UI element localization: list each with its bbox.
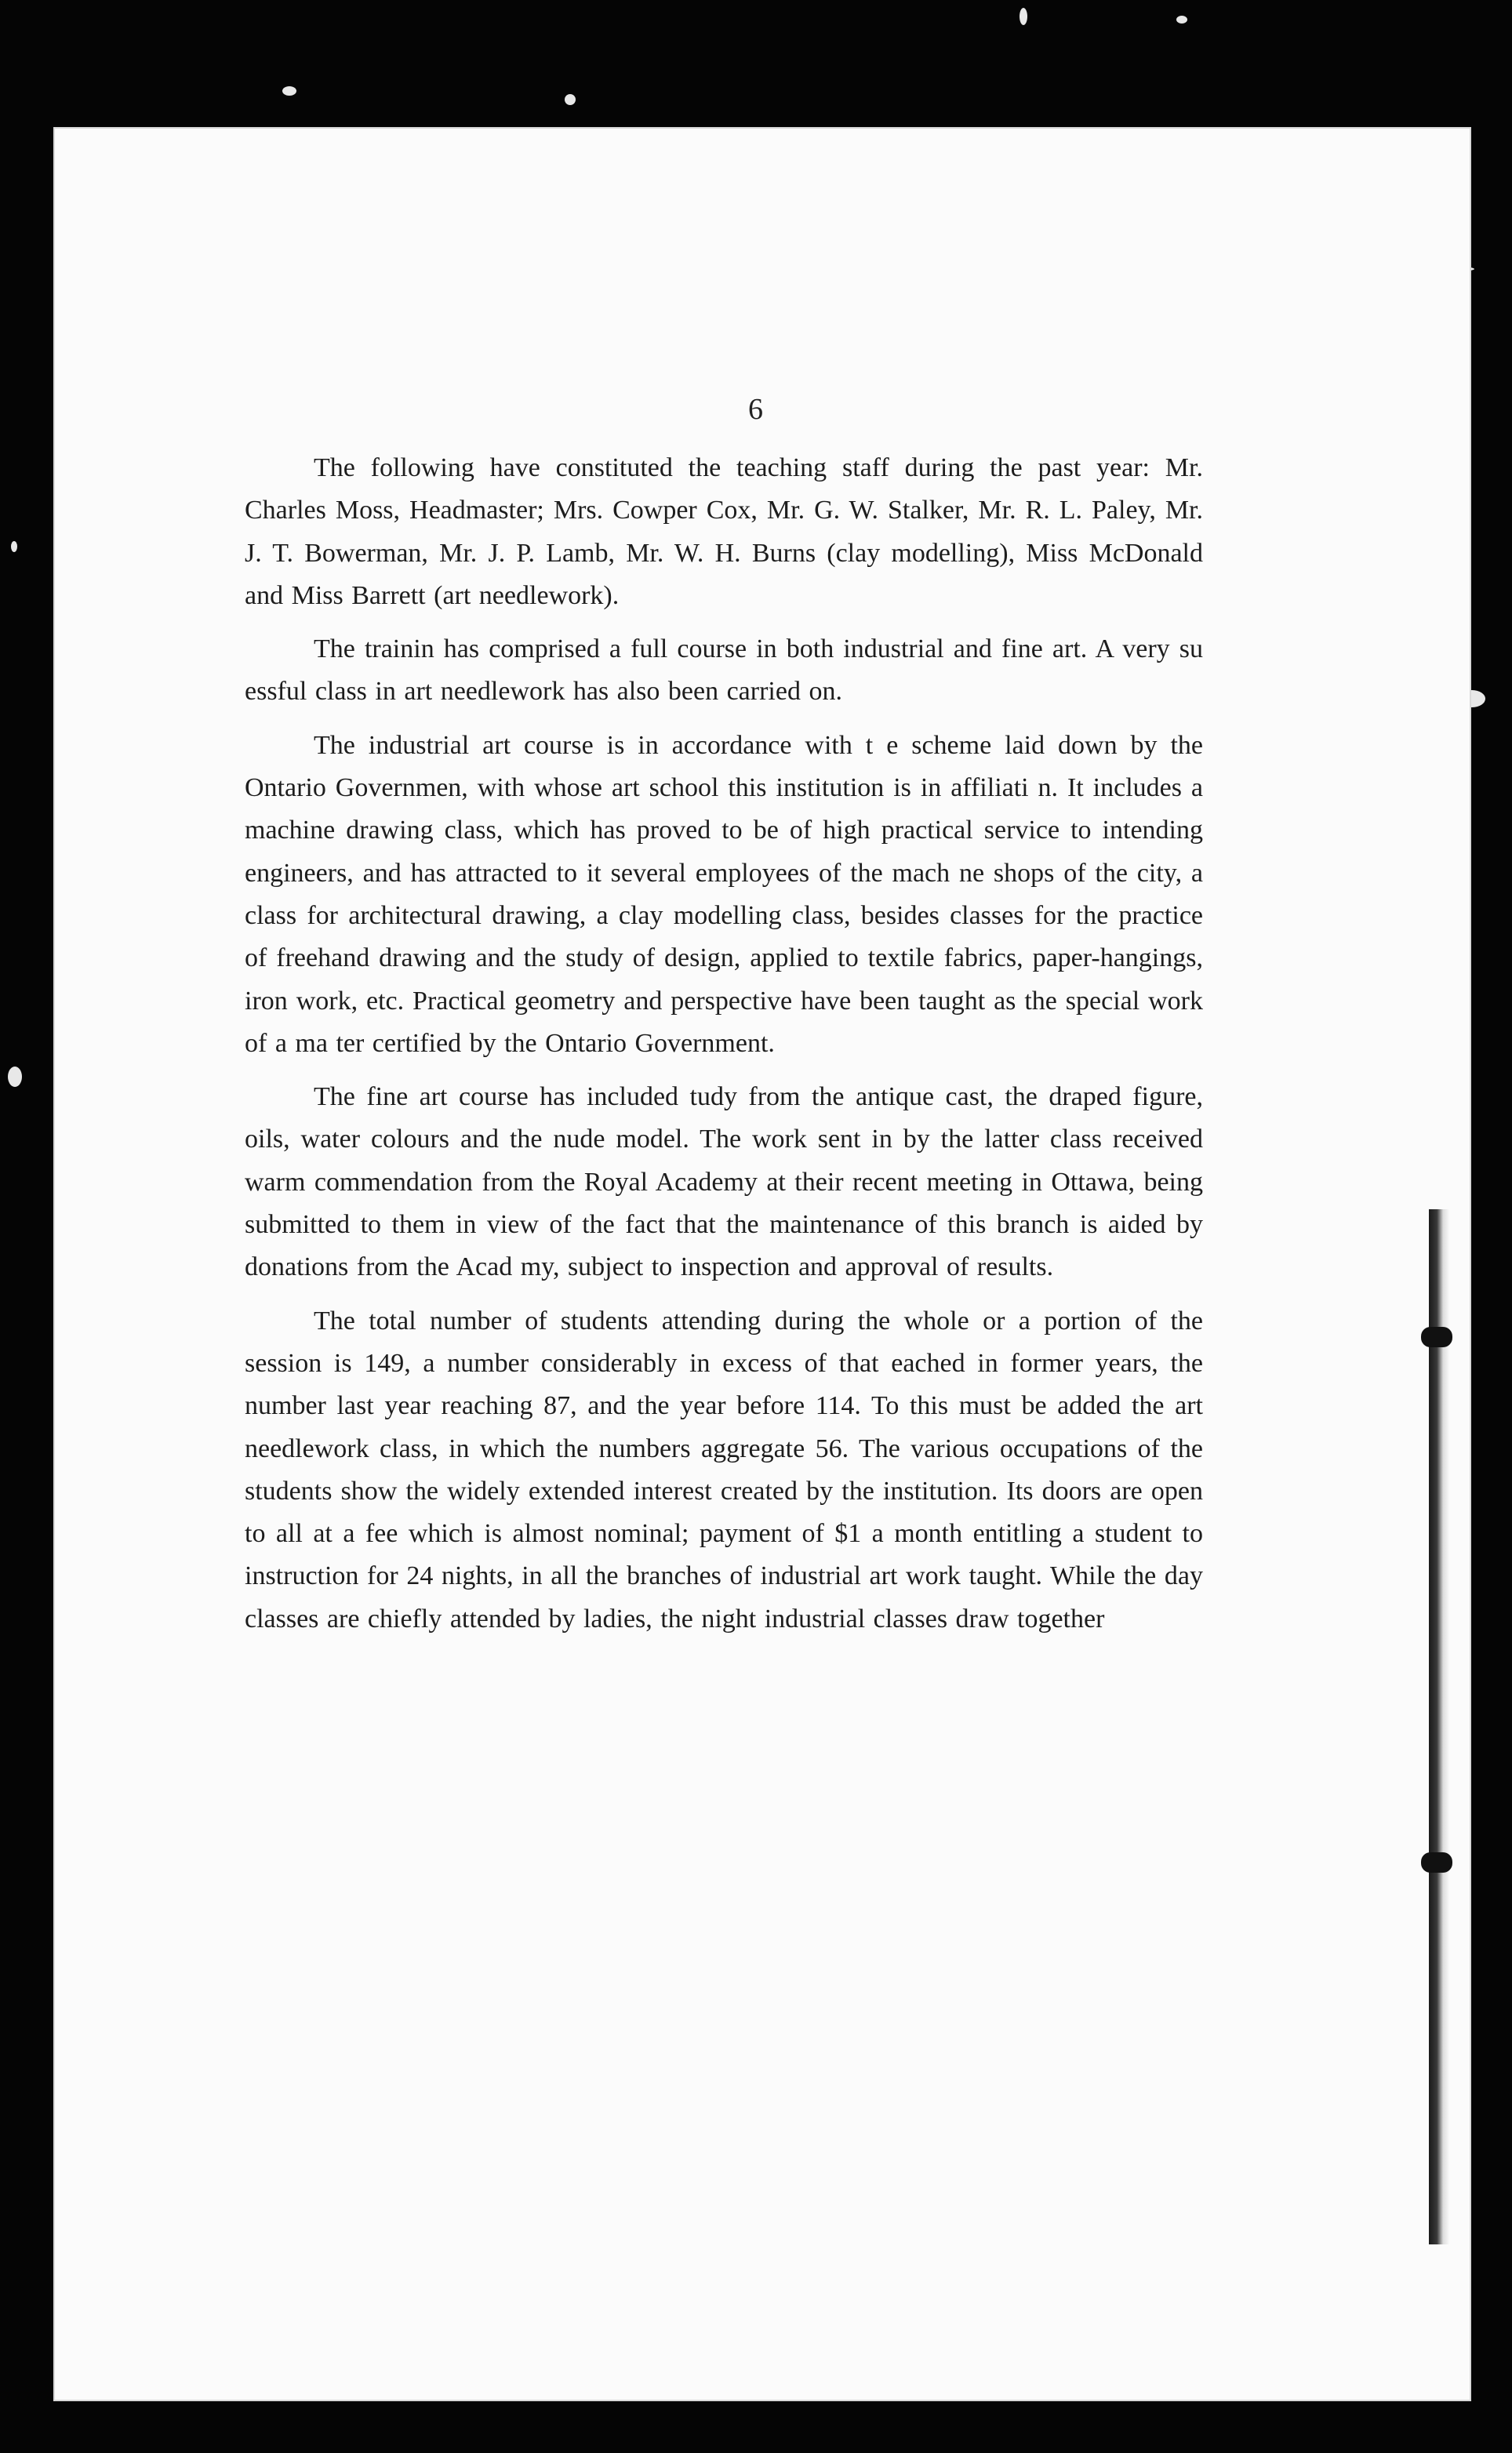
scan-speck <box>1020 8 1027 25</box>
scan-speck <box>8 1067 22 1087</box>
scan-speck <box>11 541 17 552</box>
page-binding-edge <box>1429 1209 1449 2244</box>
scan-speck <box>282 86 296 96</box>
paragraph-student-numbers: The total number of students attending during the whole or a portion of the session is 149, a number considerably in excess of that eached in former years, the number last year reaching 87, and the year before 114. To this must be added the art needlework class, in which the numbers aggregate 56. The various occupations of the students show the widely extended interest created by the institution. Its doors are open to all at a fee which is almost nominal; payment of $1 a month entitling a student to instruction for 24 nights, in all the branches of industrial art work taught. While the day classes are chiefly attended by ladies, the night industrial classes draw together <box>245 1306 1203 1634</box>
binding-stitch <box>1421 1852 1452 1873</box>
paragraph-training: The trainin has comprised a full course in both industrial and fine art. A very su essful class in art needlework has also been carried on. <box>245 634 1203 707</box>
scan-speck <box>565 94 576 105</box>
scan-speck <box>1176 16 1187 24</box>
paragraph-industrial-art-course: The industrial art course is in accordance with t e scheme laid down by the Ontario Governmen, with whose art school this institution is in affiliati n. It includes a machine drawing class, which has proved to be of high practical service to intending engineers, and has attracted to it several employees of the mach ne shops of the city, a class for architectural drawing, a clay modelling class, besides classes for the practice of freehand drawing and the study of design, applied to textile fabrics, paper-hangings, iron work, etc. Practical geometry and perspective have been taught as the special work of a ma ter certified by the Ontario Government. <box>245 730 1203 1058</box>
paragraph-fine-art-course: The fine art course has included tudy from the antique cast, the draped figure, oils, water colours and the nude model. The work sent in by the latter class received warm commendation from the Royal Academy at their recent meeting in Ottawa, being submitted to them in view of the fact that the maintenance of this branch is aided by donations from the Acad my, subject to inspection and approval of results. <box>245 1082 1203 1282</box>
page-number: 6 <box>748 393 764 426</box>
binding-stitch <box>1421 1327 1452 1347</box>
paragraph-teaching-staff: The following have constituted the teaching staff during the past year: Mr. Charles Moss, Headmaster; Mrs. Cowper Cox, Mr. G. W. Stalker, Mr. R. L. Paley, Mr. J. T. Bowerman, Mr. J. P. Lamb, Mr. W. H. Burns (clay modelling), Miss McDonald and Miss Barrett (art needlework). <box>245 453 1203 610</box>
document-body <box>245 447 1203 1652</box>
